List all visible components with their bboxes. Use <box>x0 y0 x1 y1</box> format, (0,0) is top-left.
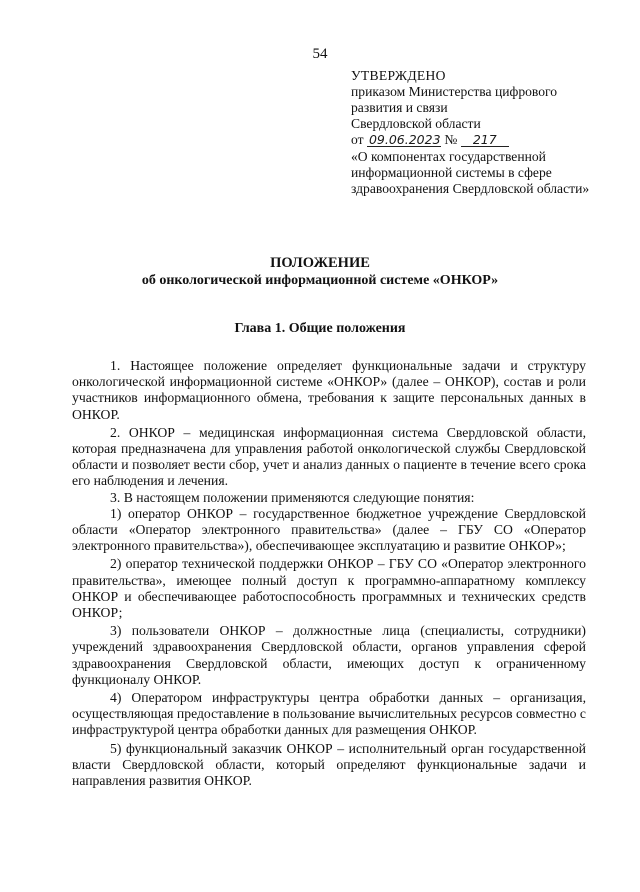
document-title: ПОЛОЖЕНИЕ <box>270 255 370 271</box>
approval-line: Свердловской области <box>351 116 481 131</box>
approval-date-line <box>351 132 591 148</box>
number-sign: № <box>444 132 458 147</box>
document-body <box>72 358 586 789</box>
paragraph: 5) функциональный заказчик ОНКОР – исполнительный орган государственной власти Свердловской области, который определяют функциональные задачи и направления развития ОНКОР. <box>72 740 586 789</box>
approval-heading: УТВЕРЖДЕНО <box>351 68 446 83</box>
handwritten-order-number: 217 <box>461 133 509 147</box>
approval-stamp-block <box>351 68 591 197</box>
document-subtitle: об онкологической информационной системе «ОНКОР» <box>141 273 499 288</box>
date-prefix: от <box>351 132 364 147</box>
approval-line: развития и связи <box>351 100 448 115</box>
approval-line: приказом Министерства цифрового <box>351 84 558 99</box>
paragraph: 2) оператор технической поддержки ОНКОР – ГБУ СО «Оператор электронного правительства», имеющее полный доступ к программно-аппаратному комплексу ОНКОР и обеспечивающее работоспособность программных и технических средств ОНКОР; <box>72 556 586 621</box>
paragraph: 3. В настоящем положении применяются следующие понятия: <box>110 489 475 505</box>
approval-subject: «О компонентах государственной информационной системы в сфере здравоохранения Свердловской области» <box>351 149 590 196</box>
paragraph: 2. ОНКОР – медицинская информационная система Свердловской области, которая предназначена для управления работой онкологической службы Свердловской области и позволяет вести сбор, учет и анализ данных о пациенте в течение всего срока его наблюдения и лечения. <box>72 424 586 489</box>
paragraph: 3) пользователи ОНКОР – должностные лица (специалисты, сотрудники) учреждений здравоохранения Свердловской области, органов управления сферой здравоохранения Свердловской области, имеющих доступ к ограниченному функционалу ОНКОР. <box>72 623 586 687</box>
page-number: 54 <box>312 46 328 62</box>
paragraph: 1) оператор ОНКОР – государственное бюджетное учреждение Свердловской области «Оператор электронного правительства» (далее – ГБУ СО «Оператор электронного правительства»), обеспечивающее эксплуатацию и развитие ОНКОР»; <box>72 505 586 554</box>
chapter-heading: Глава 1. Общие положения <box>234 321 406 336</box>
paragraph: 1. Настоящее положение определяет функциональные задачи и структуру онкологической информационной системе «ОНКОР» (далее – ОНКОР), состав и роли участников информационного обмена, требования к защите персональных данных в ОНКОР. <box>72 358 586 422</box>
paragraph: 4) Оператором инфраструктуры центра обработки данных – организация, осуществляющая предоставление в пользование вычислительных ресурсов совместно с инфраструктурой центра обработки данных для размещения ОНКОР. <box>72 690 586 738</box>
handwritten-date: 09.06.2023 <box>368 132 441 147</box>
